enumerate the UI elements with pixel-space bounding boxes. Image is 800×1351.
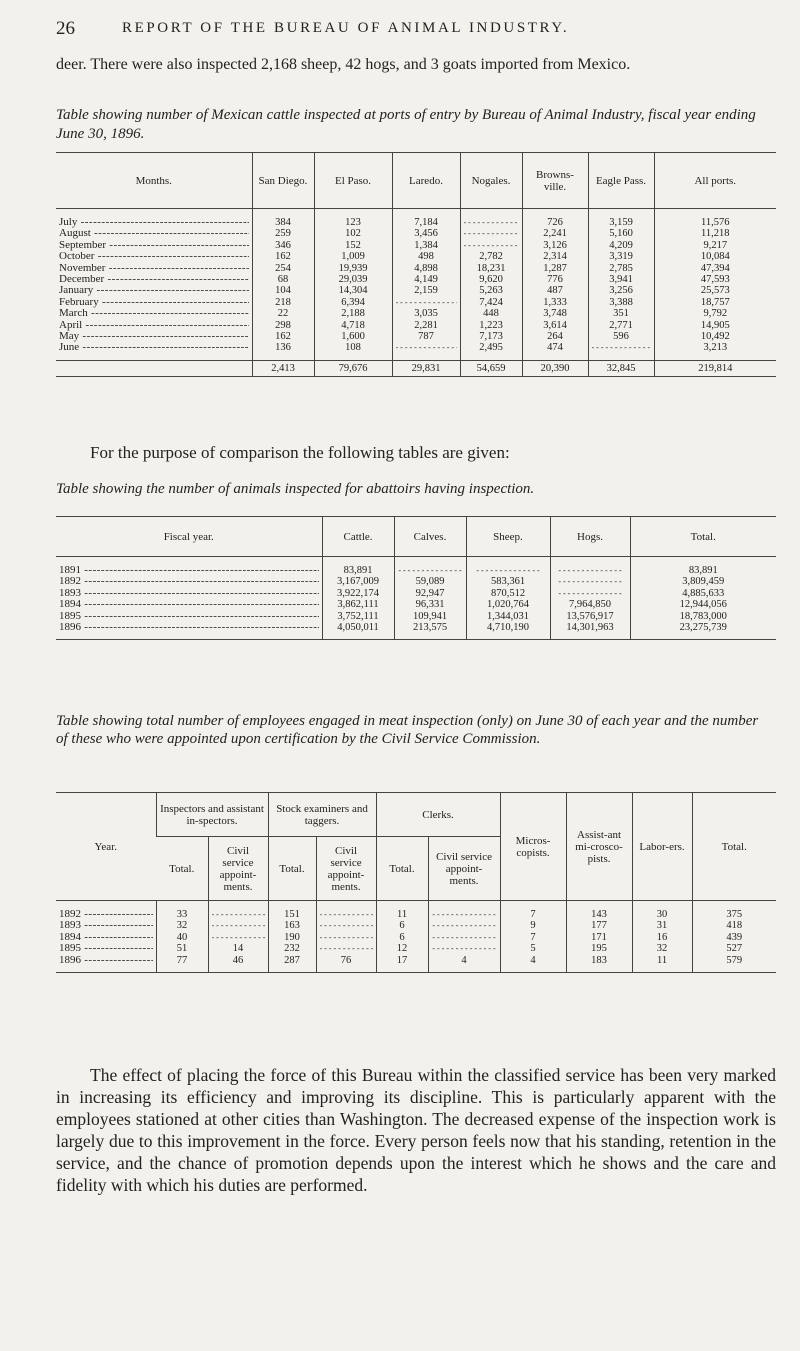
data-cell: 3,748	[543, 308, 567, 320]
data-cell	[320, 920, 373, 931]
data-cell: 5	[530, 943, 536, 955]
data-cell: 6	[399, 931, 405, 943]
col-header: Months.	[56, 153, 252, 209]
data-cell: 474	[547, 342, 563, 354]
row-label: November -----	[59, 263, 249, 274]
data-cell: 22	[277, 308, 289, 320]
data-cell: 18,231	[476, 262, 506, 274]
data-cell: 14,304	[338, 285, 368, 297]
data-cell	[396, 297, 457, 308]
data-cell: 213,575	[412, 622, 448, 634]
data-cell: 14,301,963	[566, 622, 614, 634]
sub-header: Total.	[156, 837, 208, 901]
intro-paragraph: deer. There were also inspected 2,168 sheep, 42 hogs, and 3 goats imported from Mexico.	[56, 56, 631, 73]
data-cell: 298	[275, 319, 291, 331]
data-cell: 487	[547, 285, 563, 297]
data-cell: 2,495	[479, 342, 503, 354]
total-cell: 79,676	[314, 360, 392, 376]
data-cell: 4	[461, 954, 467, 966]
data-cell	[398, 565, 463, 576]
data-cell: 92,947	[415, 587, 445, 599]
data-cell: 3,941	[609, 274, 633, 286]
data-cell: 190	[284, 931, 300, 943]
data-cell	[432, 932, 497, 943]
data-cell: 162	[275, 251, 291, 263]
row-label: 1894 -----	[59, 599, 319, 610]
data-cell: 143	[591, 909, 607, 920]
hogs-values	[550, 557, 630, 640]
data-cell: 31	[656, 920, 668, 932]
row-label: 1893 -----	[59, 920, 153, 931]
data-cell: 11,218	[701, 228, 730, 240]
data-cell: 384	[275, 217, 291, 228]
data-cell: 351	[613, 308, 629, 320]
running-title: REPORT OF THE BUREAU OF ANIMAL INDUSTRY.	[122, 20, 570, 36]
col-header: Assist-ant mi-crosco-pists.	[566, 793, 632, 901]
row-label: 1891 -----	[59, 565, 319, 576]
san-diego-values	[252, 209, 314, 361]
data-cell	[320, 909, 373, 920]
data-cell: 776	[547, 274, 563, 286]
data-cell: 12,944,056	[679, 599, 727, 611]
col-header: Micros-copists.	[500, 793, 566, 901]
row-label: 1896 -----	[59, 955, 153, 966]
closing-paragraph: The effect of placing the force of this Bureau within the classified service has been very marked in increasing its efficiency and improving its discipline. This is particularly apparent with the employees stationed at other cities than Washington. The decreased expense of the inspection work is largely due to this improvement in the force. Every person feels now that his standing, retention in the service, and the chance of promotion depends upon the interest which he shows and the care and fidelity with which his duties are performed.	[56, 1065, 776, 1195]
data-cell: 1,600	[341, 331, 365, 343]
data-cell: 32	[656, 943, 668, 955]
data-cell	[212, 920, 265, 931]
data-cell: 13,576,917	[566, 610, 614, 622]
data-cell: 254	[275, 262, 291, 274]
data-cell: 218	[275, 296, 291, 308]
data-cell: 3,167,009	[337, 576, 379, 588]
data-cell: 3,213	[703, 342, 728, 354]
data-cell: 4,209	[609, 239, 633, 251]
data-cell: 2,314	[543, 251, 567, 263]
data-cell: 4,718	[341, 319, 365, 331]
col-header: Laredo.	[392, 153, 460, 209]
data-cell: 11	[656, 954, 668, 966]
data-cell: 2,241	[543, 228, 567, 240]
row-label: January -----	[59, 285, 249, 296]
row-label: September -----	[59, 240, 249, 251]
data-cell: 108	[345, 342, 361, 354]
data-cell: 102	[345, 228, 361, 240]
data-cell: 183	[591, 954, 607, 966]
data-cell: 152	[345, 239, 361, 251]
col-header: Sheep.	[466, 517, 550, 557]
comparison-sentence: For the purpose of comparison the following tables are given:	[90, 443, 510, 462]
data-cell: 51	[176, 943, 188, 955]
data-cell: 4,898	[414, 262, 438, 274]
data-cell: 109,941	[412, 610, 448, 622]
data-cell: 171	[591, 931, 607, 943]
data-cell: 9,217	[703, 239, 728, 251]
data-cell: 3,126	[543, 239, 567, 251]
data-cell: 2,782	[479, 251, 503, 263]
data-cell: 47,593	[700, 274, 730, 286]
data-cell	[320, 932, 373, 943]
year-labels	[56, 557, 322, 640]
data-cell: 83,891	[688, 565, 718, 576]
data-cell: 7,424	[479, 296, 503, 308]
data-cell: 77	[176, 954, 188, 966]
data-cell: 5,263	[479, 285, 503, 297]
data-cell: 2,785	[609, 262, 633, 274]
data-cell: 17	[396, 954, 408, 966]
total-values	[630, 557, 776, 640]
data-cell: 259	[275, 228, 291, 240]
data-cell: 375	[726, 909, 743, 920]
data-cell	[432, 920, 497, 931]
data-cell: 123	[345, 217, 361, 228]
table3-caption: Table showing total number of employees engaged in meat inspection (only) on June 30 of each year and the number of these who were appointed upon certification by the Civil Service Commission.	[56, 713, 759, 747]
data-cell	[212, 932, 265, 943]
row-label: 1895 -----	[59, 611, 319, 622]
col-header: Total.	[630, 517, 776, 557]
row-label: 1894 -----	[59, 932, 153, 943]
data-cell	[554, 576, 627, 587]
data-cell: 7,184	[414, 217, 438, 228]
col-header: All ports.	[654, 153, 776, 209]
data-cell: 3,456	[414, 228, 438, 240]
col-header: Stock examiners and taggers.	[268, 793, 376, 837]
total-cell: 219,814	[654, 360, 776, 376]
cattle-values	[322, 557, 394, 640]
laredo-values	[392, 209, 460, 361]
row-label: June -----	[59, 342, 249, 353]
data-cell	[432, 909, 497, 920]
data-cell: 448	[483, 308, 499, 320]
col-header: Nogales.	[460, 153, 522, 209]
col-header: Browns-ville.	[522, 153, 588, 209]
data-cell: 726	[547, 217, 563, 228]
total-cell: 32,845	[588, 360, 654, 376]
data-cell: 25,573	[700, 285, 730, 297]
row-label: July -----	[59, 217, 249, 228]
table1-caption: Table showing number of Mexican cattle inspected at ports of entry by Bureau of Animal Industry, fiscal year ending June 30, 1896.	[56, 107, 756, 142]
data-cell: 4,710,190	[487, 622, 529, 634]
row-label: 1895 -----	[59, 943, 153, 954]
sub-header: Civil service appoint-ments.	[316, 837, 376, 901]
data-cell: 2,771	[609, 319, 633, 331]
data-cell: 6,394	[341, 296, 365, 308]
data-cell: 9,620	[479, 274, 503, 286]
data-cell: 11,576	[701, 217, 730, 228]
data-cell: 59,089	[415, 576, 445, 588]
data-cell: 870,512	[490, 587, 526, 599]
data-cell: 2,159	[414, 285, 438, 297]
data-cell: 6	[399, 920, 405, 932]
data-cell: 5,160	[609, 228, 633, 240]
sub-header: Total.	[268, 837, 316, 901]
mexican-cattle-table	[56, 152, 776, 377]
data-cell: 787	[418, 331, 434, 343]
data-cell: 1,287	[543, 262, 567, 274]
page-header	[56, 18, 776, 44]
data-cell: 177	[591, 920, 607, 932]
data-cell	[432, 943, 497, 954]
data-cell: 47,394	[700, 262, 730, 274]
data-cell	[464, 217, 519, 228]
data-cell: 10,084	[700, 251, 730, 263]
data-cell: 12	[396, 943, 408, 955]
col-header: Hogs.	[550, 517, 630, 557]
data-cell: 1,009	[341, 251, 365, 263]
row-label: March -----	[59, 308, 249, 319]
row-label: April -----	[59, 320, 249, 331]
data-cell: 104	[275, 285, 291, 297]
data-cell: 264	[547, 331, 563, 343]
data-cell: 83,891	[343, 565, 373, 576]
data-cell: 96,331	[415, 599, 445, 611]
eagle-pass-values	[588, 209, 654, 361]
abattoir-inspection-table	[56, 516, 776, 640]
employees-table	[56, 792, 776, 973]
data-cell	[554, 588, 627, 599]
col-header: El Paso.	[314, 153, 392, 209]
brownsville-values	[522, 209, 588, 361]
data-cell: 14,905	[700, 319, 730, 331]
data-cell: 46	[232, 954, 244, 966]
data-cell: 9	[530, 920, 536, 932]
nogales-values	[460, 209, 522, 361]
row-label: 1896 -----	[59, 622, 319, 633]
calves-values	[394, 557, 466, 640]
col-header: Cattle.	[322, 517, 394, 557]
data-cell: 16	[656, 931, 668, 943]
data-cell: 2,188	[341, 308, 365, 320]
data-cell: 11	[396, 909, 408, 920]
data-cell: 1,344,031	[487, 610, 529, 622]
row-label: 1892 -----	[59, 909, 153, 920]
data-cell: 68	[277, 274, 289, 286]
data-cell: 32	[176, 920, 188, 932]
data-cell: 418	[726, 920, 743, 932]
data-cell: 136	[275, 342, 291, 354]
data-cell: 579	[726, 954, 743, 966]
month-labels	[56, 209, 252, 361]
data-cell: 1,223	[479, 319, 503, 331]
year-labels	[56, 901, 156, 973]
sub-header: Total.	[376, 837, 428, 901]
total-cell: 54,659	[460, 360, 522, 376]
data-cell: 439	[726, 931, 743, 943]
data-cell	[554, 565, 627, 576]
data-cell: 3,035	[414, 308, 438, 320]
data-cell: 7	[530, 909, 536, 920]
data-cell: 19,939	[338, 262, 368, 274]
el-paso-values	[314, 209, 392, 361]
col-header: Inspectors and assistant in-spectors.	[156, 793, 268, 837]
data-cell: 1,384	[414, 239, 438, 251]
data-cell	[396, 342, 457, 353]
data-cell: 9,792	[703, 308, 728, 320]
data-cell: 3,388	[609, 296, 633, 308]
row-label: October -----	[59, 251, 249, 262]
all-ports-values	[654, 209, 776, 361]
data-cell: 4,149	[414, 274, 438, 286]
data-cell	[464, 228, 519, 239]
row-label: May -----	[59, 331, 249, 342]
col-header: Eagle Pass.	[588, 153, 654, 209]
data-cell: 3,614	[543, 319, 567, 331]
data-cell	[470, 565, 547, 576]
data-cell: 3,809,459	[682, 576, 725, 588]
data-cell: 3,256	[609, 285, 633, 297]
data-cell: 30	[656, 909, 668, 920]
row-label: 1893 -----	[59, 588, 319, 599]
data-cell: 40	[176, 931, 188, 943]
col-header: Labor-ers.	[632, 793, 692, 901]
data-cell: 232	[284, 943, 300, 955]
page-number: 26	[56, 18, 75, 39]
col-header: Total.	[692, 793, 776, 901]
data-cell: 23,275,739	[679, 622, 727, 634]
data-cell: 1,020,764	[487, 599, 529, 611]
table2-caption: Table showing the number of animals inspected for abattoirs having inspection.	[56, 481, 535, 497]
data-cell: 4	[530, 954, 536, 966]
data-cell: 583,361	[490, 576, 526, 588]
data-cell: 7,173	[479, 331, 503, 343]
data-cell: 3,922,174	[337, 587, 379, 599]
col-header: Year.	[56, 793, 156, 901]
total-cell: 20,390	[522, 360, 588, 376]
data-cell: 10,492	[700, 331, 730, 343]
sheep-values	[466, 557, 550, 640]
data-cell: 287	[284, 954, 300, 966]
row-label: 1892 -----	[59, 576, 319, 587]
col-header: San Diego.	[252, 153, 314, 209]
data-cell: 527	[726, 943, 743, 955]
data-cell: 29,039	[338, 274, 368, 286]
data-cell: 195	[591, 943, 607, 955]
data-cell: 162	[275, 331, 291, 343]
data-cell: 18,783,000	[679, 610, 727, 622]
data-cell: 3,752,111	[337, 610, 379, 622]
data-cell	[320, 943, 373, 954]
data-cell	[464, 240, 519, 251]
data-cell: 33	[176, 909, 188, 920]
data-cell: 346	[275, 239, 291, 251]
row-label: February -----	[59, 297, 249, 308]
row-label: December -----	[59, 274, 249, 285]
data-cell: 14	[232, 943, 244, 955]
total-cell: 29,831	[392, 360, 460, 376]
data-cell: 76	[340, 954, 352, 966]
col-header: Calves.	[394, 517, 466, 557]
data-cell: 7,964,850	[569, 599, 611, 611]
data-cell: 151	[284, 909, 300, 920]
col-header: Clerks.	[376, 793, 500, 837]
sub-header: Civil service appoint-ments.	[208, 837, 268, 901]
data-cell: 3,862,111	[337, 599, 379, 611]
data-cell	[592, 342, 651, 353]
data-cell: 1,333	[543, 296, 567, 308]
data-cell: 7	[530, 931, 536, 943]
data-cell: 3,159	[609, 217, 633, 228]
data-cell: 596	[613, 331, 629, 343]
data-cell: 2,281	[414, 319, 438, 331]
sub-header: Civil service appoint-ments.	[428, 837, 500, 901]
data-cell: 4,885,633	[682, 587, 725, 599]
data-cell: 163	[284, 920, 300, 932]
data-cell: 4,050,011	[337, 622, 379, 634]
col-header: Fiscal year.	[56, 517, 322, 557]
data-cell: 498	[418, 251, 434, 263]
data-cell	[212, 909, 265, 920]
data-cell: 3,319	[609, 251, 633, 263]
data-cell: 18,757	[700, 296, 730, 308]
row-label: August -----	[59, 228, 249, 239]
total-cell: 2,413	[252, 360, 314, 376]
